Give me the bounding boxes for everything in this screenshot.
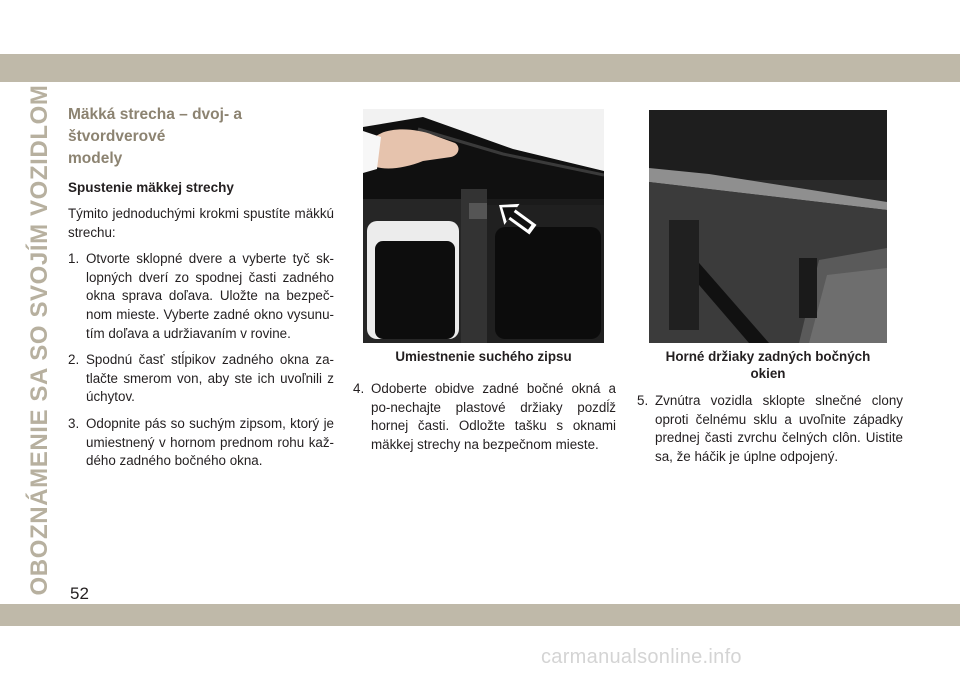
figure-velcro-location [363,109,604,343]
step-item [68,415,334,471]
bottom-band [0,604,960,626]
step-item [353,380,616,454]
figure-caption-line-2: okien [750,366,786,381]
figure-caption-line-1: Horné držiaky zadných bočných [665,349,871,364]
step-text: Odopnite pás so suchým zipsom, ktorý je umiestnený v hornom prednom rohu kaž-dého zadného bočného okna. [86,415,334,469]
step-number: 1. [68,251,80,267]
side-title [20,84,60,596]
step-text: Spodnú časť stĺpikov zadného okna za-tlačte smerom von, aby ste ich uvoľnili z úchytov. [86,352,334,405]
page-number: 52 [70,584,89,603]
step-number: 3. [68,415,80,431]
subheading: Spustenie mäkkej strechy [68,180,234,195]
step-text: Zvnútra vozidla sklopte slnečné clony oproti čelnému sklu a uvoľnite západky prednej časti zvrchu čelných clôn. Uistite sa, že háčik je úplne odpojený. [655,393,903,464]
text-column-2 [353,380,616,462]
velcro-photo-illustration [363,109,604,343]
retainers-photo-illustration [649,110,887,343]
section-heading-line-2: modely [68,150,123,167]
step-text: Odoberte obidve zadné bočné okná a po-nechajte plastové držiaky pozdĺž hornej časti. Odložte tašku s oknami mäkkej strechy na bezpečnom mieste. [371,381,616,452]
step-number: 5. [637,393,649,408]
step-number: 2. [68,352,80,368]
text-column-3 [637,392,903,474]
section-heading-line-1: Mäkká strecha – dvoj- a štvordverové [68,106,243,145]
step-text: Otvorte sklopné dvere a vyberte tyč sk-lopných dverí zo spodnej časti zadného okna sprava doľava. Uložte na bezpeč-nom mieste. Vyberte zadné okno vysunu-tím doľava a udržiavaním v rovine. [86,251,334,341]
figure-upper-window-retainers [649,110,887,343]
figure-caption: Umiestnenie suchého zipsu [395,349,572,364]
side-title-text: OBOZNÁMENIE SA SO SVOJÍM VOZIDLOM [26,84,53,596]
watermark: carmanualsonline.info [541,646,742,668]
step-number: 4. [353,381,365,396]
intro-paragraph: Týmito jednoduchými krokmi spustíte mäkkú strechu: [68,206,334,240]
top-band [0,54,960,82]
step-item [68,351,334,407]
figure-caption [649,348,887,382]
step-item [637,392,903,466]
step-item [68,250,334,343]
text-column-1 [68,104,334,479]
section-heading [68,104,334,170]
